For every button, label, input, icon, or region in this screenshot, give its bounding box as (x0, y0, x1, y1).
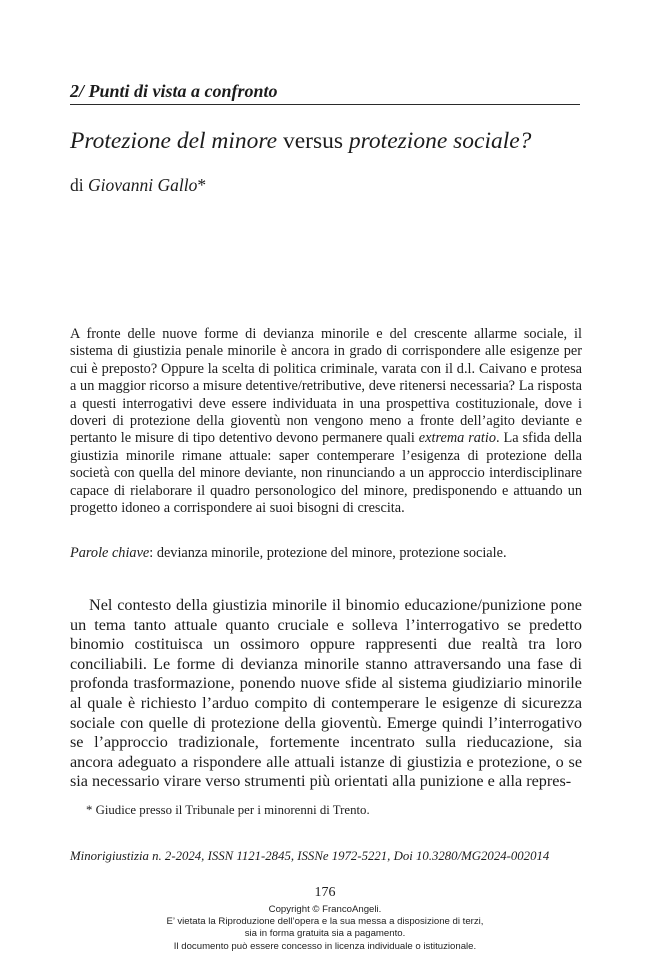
title-part-2: versus (277, 128, 349, 154)
copyright-line-3: sia in forma gratuita sia a pagamento. (244, 928, 406, 940)
journal-citation: Minorigiustizia n. 2-2024, ISSN 1121-2845, ISSNe 1972-5221, Doi 10.3280/MG2024-002014 (70, 849, 550, 863)
keywords-label: Parole chiave (70, 545, 150, 561)
abstract (70, 326, 582, 517)
section-heading: 2/ Punti di vista a confronto (70, 80, 580, 105)
footnote: * Giudice presso il Tribunale per i minorenni di Trento. (86, 803, 370, 817)
byline (70, 174, 206, 196)
keywords-separator: : (149, 545, 157, 561)
copyright-line-4: Il documento può essere concesso in licenza individuale o istituzionale. (173, 940, 477, 952)
copyright-line-2: E’ vietata la Riproduzione dell’opera e la sua messa a disposizione di terzi, (166, 916, 484, 928)
copyright-line-1: Copyright © FrancoAngeli. (268, 904, 382, 915)
copyright-notice (0, 904, 650, 953)
title-part-3: protezione sociale? (348, 128, 532, 154)
page-number: 176 (314, 885, 336, 900)
keywords (70, 544, 590, 562)
abstract-italic-term: extrema ratio (418, 430, 497, 447)
author-name: Giovanni Gallo (88, 175, 198, 195)
keywords-text: devianza minorile, protezione del minore, protezione sociale. (156, 545, 507, 561)
abstract-text-2: . La sfida della giustizia minorile rimane attuale: saper contemperare l’esigenza di protezione della società con quella del minore deviante, non rinunciando a un approccio interdisciplinare capace di rielaborare il quadro personologico del minore, predisponendo e attuando un progetto idoneo a corrispondere ai suoi bisogni di crescita. (70, 430, 582, 517)
title-part-1: Protezione del minore (70, 128, 278, 154)
author-footnote-mark: * (197, 175, 207, 195)
byline-prefix: di (70, 175, 88, 195)
article-title (70, 126, 590, 156)
body-paragraph: Nel contesto della giustizia minorile il binomio educazione/punizione pone un tema tanto attuale quanto cruciale e solleva l’interrogativo se predetto binomio costituisca un ossimoro oppure rappresenti due realtà tra loro conciliabili. Le forme di devianza minorile stanno attraversando una fase di profonda trasformazione, ponendo nuove sfide al sistema giudiziario minorile al quale è richiesto l’arduo compito di contemperare le esigenze di sicurezza sociale con quelle di protezione della gioventù. Emerge quindi l’interrogativo se l’approccio tradizionale, fortemente incentrato sulla rieducazione, sia ancora adeguato a rispondere alle attuali istanze di giustizia e protezione, o se sia necessario virare verso strumenti più orientati alla punizione e alla repres- (70, 596, 582, 791)
abstract-text-1: A fronte delle nuove forme di devianza minorile e del crescente allarme sociale, il sistema di giustizia penale minorile è ancora in grado di corrispondere alle esigenze per cui è preposto? Oppure la scelta di politica criminale, varata con il d.l. Caivano e protesa a un maggior ricorso a misure detentive/retributive, deve ritenersi necessaria? La risposta a questi interrogativi deve essere individuata in una prospettiva costituzionale, dove i doveri di protezione della gioventù non vengono meno a fronte dell’agito deviante e pertanto le misure di tipo detentivo devono permanere quali (70, 326, 582, 447)
